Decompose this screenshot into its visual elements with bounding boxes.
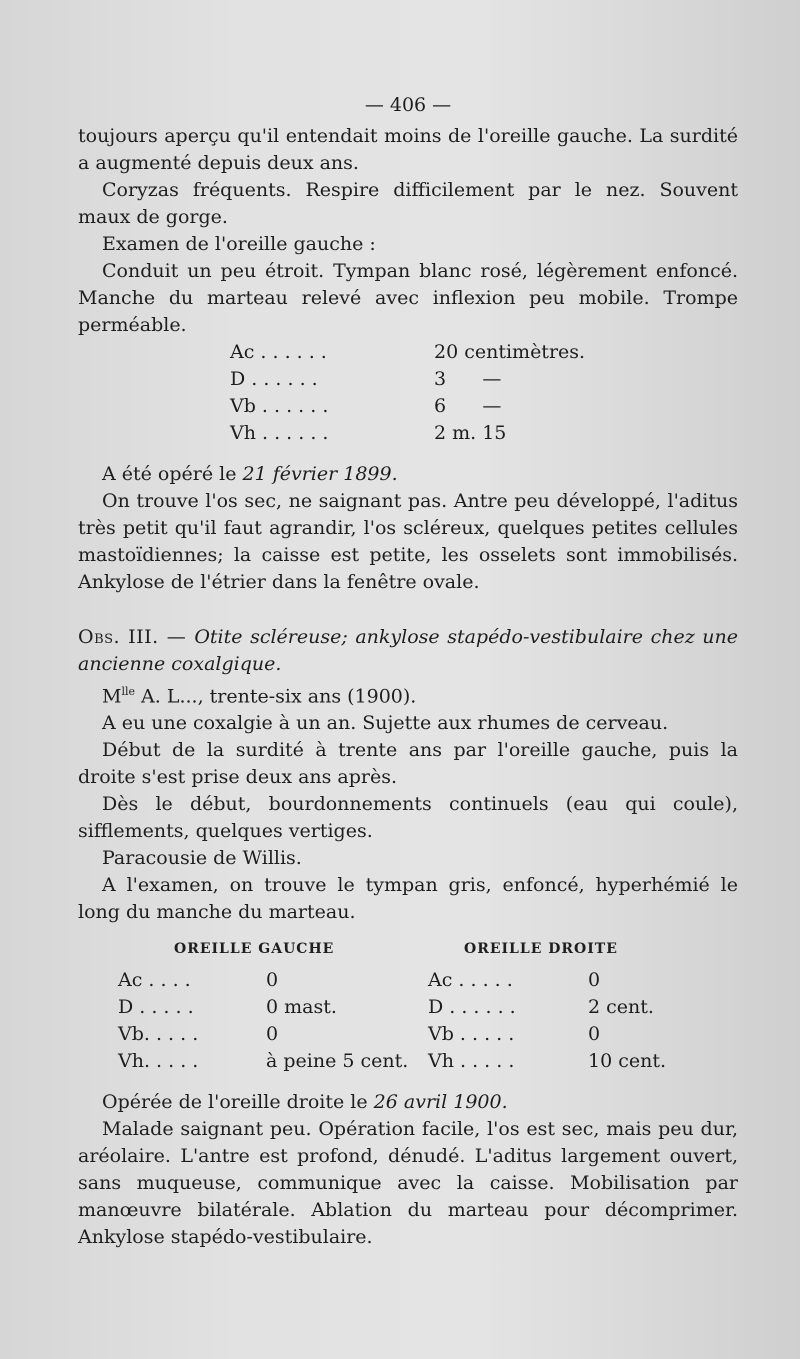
left-ear-column [118, 936, 428, 1075]
table-row [230, 393, 585, 420]
paragraph: A eu une coxalgie à un an. Sujette aux rhumes de cerveau. [102, 712, 669, 735]
table-row: Ac . . . . 0 [118, 969, 279, 992]
page-content [78, 92, 738, 1251]
paragraph: Dès le début, bourdonnements continuels (eau qui coule), sifflements, quelques vertiges. [78, 793, 738, 843]
paragraph: Coryzas fréquents. Respire difficilement par le nez. Souvent maux de gorge. [78, 179, 738, 228]
measure-value: 20 centimètres. [434, 341, 586, 363]
table-row: Vh . . . . . 10 cent. [428, 1050, 667, 1073]
operation-date: 21 février 1899. [242, 463, 398, 485]
paragraph: A été opéré le 21 février 1899. [102, 463, 398, 485]
ear-comparison [118, 936, 738, 1075]
patient-line: $M^{lle}$ A. L..., trente-six ans (1900). [102, 685, 417, 708]
paragraph: Début de la surdité à trente ans par l'oreille gauche, puis la droite s'est prise deux ans après. [78, 739, 738, 789]
measure-label: Vh [230, 422, 256, 444]
paragraph: Conduit un peu étroit. Tympan blanc rosé, légèrement enfoncé. Manche du marteau relevé avec inflexion peu mobile. Trompe perméable. [78, 260, 738, 336]
paragraph: toujours aperçu qu'il entendait moins de l'oreille gauche. La surdité a augmenté depuis deux ans. [78, 125, 738, 174]
page-number: — 406 — [364, 94, 452, 116]
table-row: Vh. . . . . à peine 5 cent. [118, 1050, 409, 1073]
measure-value: 6 — [434, 395, 502, 417]
left-ear-title: OREILLE GAUCHE [174, 941, 335, 958]
table-row [230, 366, 585, 393]
measure-label: D [230, 368, 246, 390]
paragraph: Examen de l'oreille gauche : [102, 233, 376, 255]
observation-label: Obs. III. — [78, 626, 195, 648]
right-ear-title: OREILLE DROITE [464, 941, 618, 958]
table-row: D . . . . . 0 mast. [118, 996, 337, 1019]
measure-value: 3 — [434, 368, 502, 390]
measurement-table [230, 339, 585, 447]
table-row [230, 339, 585, 366]
measure-label: Ac [230, 341, 255, 363]
table-row: Ac . . . . . 0 [428, 969, 601, 992]
paragraph: A l'examen, on trouve le tympan gris, enfoncé, hyperhémié le long du manche du marteau. [78, 874, 738, 924]
table-row: Vb. . . . . 0 [118, 1023, 279, 1046]
operation-date: 26 avril 1900. [373, 1091, 508, 1114]
measure-label: Vb [230, 395, 256, 417]
paragraph: On trouve l'os sec, ne saignant pas. Antre peu développé, l'aditus très petit qu'il faut agrandir, l'os scléreux, quelques petites cellules mastoïdiennes; la caisse est petite, les osselets sont immobilisés. Ankylose de l'étrier dans la fenêtre ovale. [78, 490, 738, 593]
table-row: D . . . . . . 2 cent. [428, 996, 654, 1019]
observation-title: Otite scléreuse; ankylose stapédo-vestibulaire chez une ancienne coxalgique. [78, 626, 738, 675]
measure-value: 2 m. 15 [434, 422, 507, 444]
table-row [230, 420, 585, 447]
right-ear-column [428, 936, 738, 1075]
table-row: Vb . . . . . 0 [428, 1023, 601, 1046]
paragraph: Paracousie de Willis. [102, 847, 302, 870]
paragraph: Malade saignant peu. Opération facile, l'os est sec, mais peu dur, aréolaire. L'antre est profond, dénudé. L'aditus largement ouvert, sans muqueuse, communique avec la caisse. Mobilisation par manœuvre bilatérale. Ablation du marteau pour décomprimer. Ankylose stapédo-vestibulaire. [78, 1118, 738, 1249]
paragraph: Opérée de l'oreille droite le 26 avril 1900. [102, 1091, 508, 1114]
observation-heading [78, 624, 738, 678]
